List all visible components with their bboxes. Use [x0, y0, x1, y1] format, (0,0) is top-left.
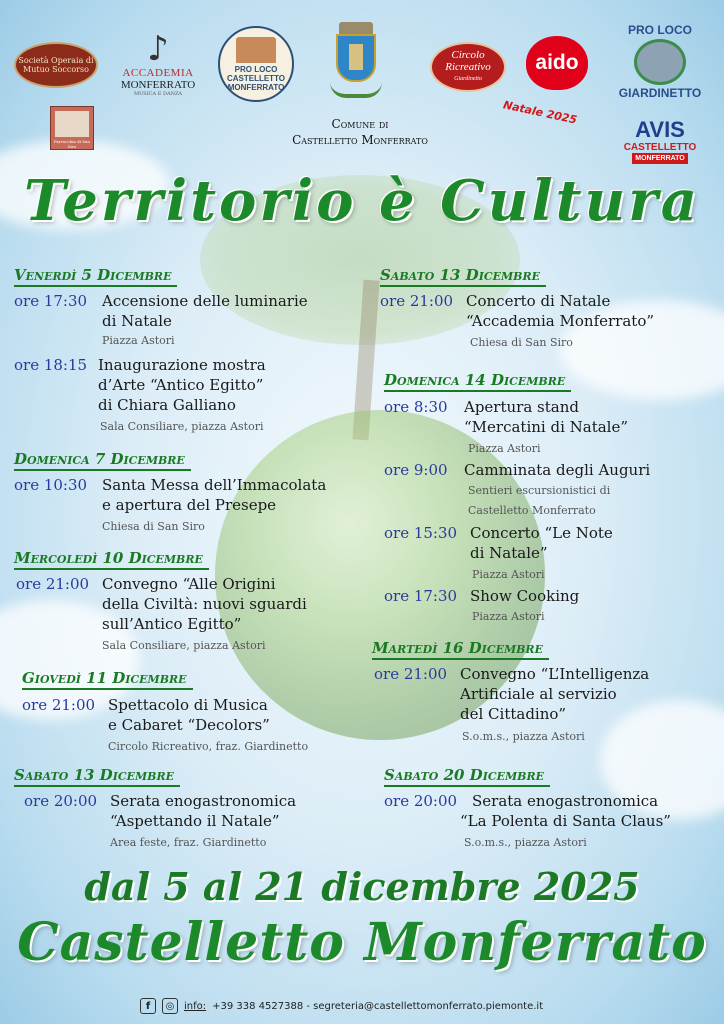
event-time: ore 21:00 — [16, 575, 90, 593]
event-place: Piazza Astori — [472, 610, 545, 623]
avis-line3: MONFERRATO — [632, 153, 688, 164]
event-time: ore 17:30 — [14, 292, 88, 310]
event-title: del Cittadino” — [460, 705, 567, 723]
event-title: Santa Messa dell’Immacolata — [102, 476, 327, 494]
church-photo — [55, 111, 89, 137]
event-title: Apertura stand — [464, 398, 579, 416]
circolo-logo — [430, 42, 506, 92]
event-title: d’Arte “Antico Egitto” — [98, 376, 264, 394]
day-heading: Sabato 13 Dicembre — [380, 266, 546, 287]
day-heading: Venerdì 5 Dicembre — [14, 266, 177, 287]
day-heading: Sabato 13 Dicembre — [14, 766, 180, 787]
day-heading: Mercoledì 10 Dicembre — [14, 549, 209, 570]
event-title: di Natale” — [470, 544, 548, 562]
event-title: sull’Antico Egitto” — [102, 615, 242, 633]
event-place: Piazza Astori — [468, 442, 541, 455]
event-time: ore 21:00 — [380, 292, 454, 310]
soms-logo — [14, 42, 98, 88]
proloco-giardinetto-logo — [614, 24, 706, 100]
event-time: ore 20:00 — [384, 792, 458, 810]
event-place: S.o.m.s., piazza Astori — [462, 730, 585, 743]
circolo-line1: Circolo — [451, 49, 485, 61]
avis-line1: AVIS — [635, 117, 685, 142]
avis-line2: CASTELLETTO — [623, 142, 697, 153]
date-range: dal 5 al 21 dicembre 2025 — [84, 864, 640, 909]
day-heading: Giovedì 11 Dicembre — [22, 669, 193, 690]
harp-icon: ♪ — [147, 29, 169, 69]
facebook-icon[interactable]: f — [140, 998, 156, 1014]
event-place: Chiesa di San Siro — [470, 336, 573, 349]
event-time: ore 15:30 — [384, 524, 458, 542]
contact-info: +39 338 4527388 - segreteria@castellettomonferrato.piemonte.it — [212, 1000, 544, 1012]
event-title: di Chiara Galliano — [98, 396, 236, 414]
event-place: Chiesa di San Siro — [102, 520, 205, 533]
proloco-giardinetto-line2: GIARDINETTO — [618, 86, 702, 100]
info-label: info: — [184, 1000, 207, 1012]
comune-line1: Comune di — [331, 117, 389, 131]
event-time: ore 8:30 — [384, 398, 448, 416]
aido-text: aido — [535, 51, 579, 74]
event-title: Artificiale al servizio — [460, 685, 617, 703]
accademia-logo-line3: MUSICA E DANZA — [133, 91, 183, 97]
event-time: ore 20:00 — [24, 792, 98, 810]
circolo-line2: Ricreativo — [445, 61, 491, 73]
day-heading: Domenica 14 Dicembre — [384, 371, 571, 392]
event-title: Concerto “Le Note — [470, 524, 613, 542]
event-time: ore 9:00 — [384, 461, 448, 479]
circolo-line3: Giardinetto — [454, 76, 482, 82]
event-place: Castelletto Monferrato — [468, 504, 596, 517]
proloco-giardinetto-line1: PRO LOCO — [627, 23, 692, 37]
town-name: Castelletto Monferrato — [17, 912, 707, 973]
building-icon — [236, 37, 276, 63]
event-title: “La Polenta di Santa Claus” — [460, 812, 671, 830]
instagram-icon[interactable]: ◎ — [162, 998, 178, 1014]
event-title: Spettacolo di Musica — [108, 696, 268, 714]
event-time: ore 21:00 — [22, 696, 96, 714]
event-title: di Natale — [102, 312, 172, 330]
natale-text: Natale 2025 — [501, 98, 579, 127]
event-title: e Cabaret “Decolors” — [108, 716, 270, 734]
wreath-icon — [330, 82, 382, 98]
event-place: S.o.m.s., piazza Astori — [464, 836, 587, 849]
event-title: Inaugurazione mostra — [98, 356, 266, 374]
event-title: e apertura del Presepe — [102, 496, 277, 514]
accademia-logo-line1: ACCADEMIA — [122, 67, 194, 79]
comune-line2: Castelletto Monferrato — [292, 133, 428, 147]
event-title: Serata enogastronomica — [110, 792, 297, 810]
accademia-logo-line2: MONFERRATO — [120, 79, 196, 91]
event-title: Accensione delle luminarie — [102, 292, 308, 310]
parrocchia-logo — [50, 106, 94, 150]
event-title: Convegno “L’Intelligenza — [460, 665, 650, 683]
event-place: Sala Consiliare, piazza Astori — [102, 639, 266, 652]
event-title: “Accademia Monferrato” — [466, 312, 655, 330]
footer — [140, 998, 640, 1014]
soms-logo-text: Società Operaia di Mutuo Soccorso — [18, 56, 94, 74]
event-place: Area feste, fraz. Giardinetto — [110, 836, 267, 849]
event-place: Circolo Ricreativo, fraz. Giardinetto — [108, 740, 309, 753]
event-title: Serata enogastronomica — [472, 792, 659, 810]
comune-label — [260, 116, 460, 148]
comune-crest-logo — [330, 18, 382, 102]
crown-icon — [339, 22, 373, 34]
event-place: Sentieri escursionistici di — [468, 484, 611, 497]
event-title: Convegno “Alle Origini — [102, 575, 276, 593]
shield-icon — [336, 34, 376, 82]
proloco-castelletto-logo — [218, 26, 294, 102]
event-title: “Mercatini di Natale” — [464, 418, 629, 436]
accademia-logo — [110, 18, 206, 110]
day-heading: Domenica 7 Dicembre — [14, 450, 191, 471]
event-time: ore 10:30 — [14, 476, 88, 494]
poster-title: Territorio è Cultura — [23, 168, 701, 234]
event-time: ore 18:15 — [14, 356, 88, 374]
event-time: ore 21:00 — [374, 665, 448, 683]
parrocchia-text: Parrocchia di San Siro — [54, 139, 90, 149]
event-place: Piazza Astori — [102, 334, 175, 347]
day-heading: Martedì 16 Dicembre — [372, 639, 549, 660]
aido-logo — [526, 36, 588, 90]
event-time: ore 17:30 — [384, 587, 458, 605]
event-place: Piazza Astori — [472, 568, 545, 581]
event-title: Camminata degli Auguri — [464, 461, 651, 479]
event-title: “Aspettando il Natale” — [110, 812, 280, 830]
event-title: della Civiltà: nuovi sguardi — [102, 595, 307, 613]
avis-logo — [612, 118, 708, 164]
event-place: Sala Consiliare, piazza Astori — [100, 420, 264, 433]
proloco-castelletto-text: PRO LOCO CASTELLETTO MONFERRATO — [226, 64, 286, 92]
event-title: Concerto di Natale — [466, 292, 611, 310]
church-icon — [634, 39, 686, 85]
event-title: Show Cooking — [470, 587, 580, 605]
day-heading: Sabato 20 Dicembre — [384, 766, 550, 787]
